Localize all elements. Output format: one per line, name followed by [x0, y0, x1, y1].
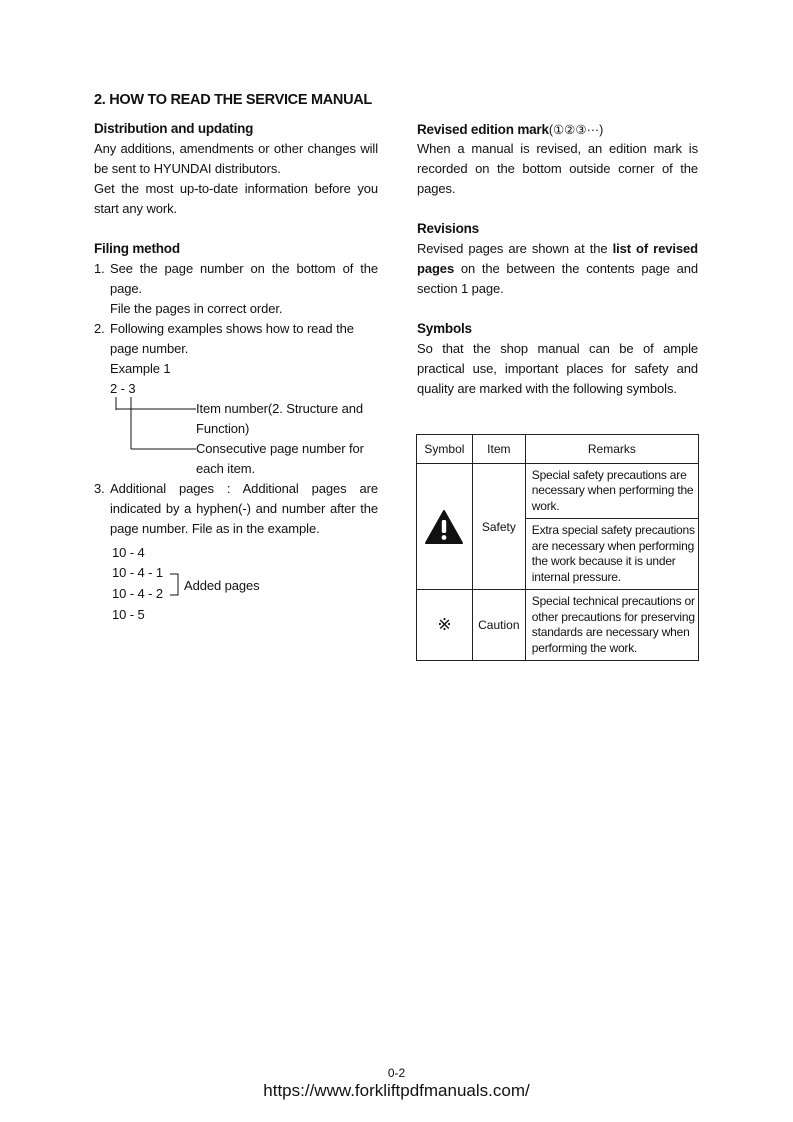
revised-mark-symbols: (①②③···) — [548, 123, 604, 137]
example-item-number: 2 — [110, 381, 118, 396]
safety-item-cell: Safety — [472, 464, 525, 590]
page-example-1: 10 - 4 — [112, 545, 145, 560]
safety-remark-1: Special safety precautions are necessary when performing the work. — [525, 464, 698, 519]
legend-item-number: Item number(2. Structure and Function) — [196, 401, 364, 436]
distribution-paragraph-2: Get the most up-to-date information before you start any work. — [94, 181, 378, 216]
table-header-row — [417, 435, 699, 464]
revisions-text — [417, 239, 698, 299]
table-row — [417, 464, 699, 519]
example-separator: - — [117, 381, 129, 396]
example-page-digit: 3 — [128, 381, 136, 396]
page-example-3: 10 - 4 - 2 — [112, 586, 164, 601]
filing-item-1-text: See the page number on the bottom of the page. — [110, 261, 378, 296]
legend-consecutive-page: Consecutive page number for each item. — [196, 441, 364, 476]
distribution-paragraph-1: Any additions, amendments or other changes will be sent to HYUNDAI distributors. — [94, 141, 378, 176]
header-remarks: Remarks — [525, 435, 698, 464]
page-example-2: 10 - 4 - 1 — [112, 565, 164, 580]
filing-item-3-text: Additional pages : Additional pages are indicated by a hyphen(-) and number after the page number. File as in the example. — [110, 481, 378, 536]
symbol-table — [416, 434, 699, 661]
list-of-revised-pages: list of revised pages — [417, 241, 698, 276]
caution-remark: Special technical precautions or other precautions for preserving standards are necessary when performing the work. — [525, 590, 698, 661]
revised-mark-heading — [417, 121, 603, 139]
footer-url[interactable]: https://www.forkliftpdfmanuals.com/ — [263, 1081, 530, 1100]
filing-item-1-note: File the pages in correct order. — [110, 301, 283, 316]
example-connector-lines — [110, 395, 200, 455]
warning-triangle-icon — [424, 509, 464, 545]
filing-item-2-number: 2. — [94, 321, 105, 336]
distribution-heading: Distribution and updating — [94, 121, 254, 136]
caution-symbol-cell: ※ — [417, 590, 473, 661]
table-row — [417, 590, 699, 661]
header-symbol: Symbol — [417, 435, 473, 464]
revised-mark-title: Revised edition mark — [417, 122, 549, 137]
filing-item-2-text: Following examples shows how to read the page number. — [110, 321, 354, 356]
added-pages-bracket — [168, 572, 182, 598]
safety-remark-2: Extra special safety precautions are necessary when performing the work because it is under internal pressure. — [525, 519, 698, 590]
header-item: Item — [472, 435, 525, 464]
symbols-heading: Symbols — [417, 321, 472, 336]
example-label: Example 1 — [110, 361, 171, 376]
filing-item-1-number: 1. — [94, 261, 105, 276]
caution-item-cell: Caution — [472, 590, 525, 661]
filing-item-3-number: 3. — [94, 481, 105, 496]
safety-symbol-cell — [417, 464, 473, 590]
revised-mark-text: When a manual is revised, an edition mark is recorded on the bottom outside corner of the pages. — [417, 141, 698, 196]
page-example-4: 10 - 5 — [112, 607, 145, 622]
revisions-text-after: on the between the contents page and section 1 page. — [417, 261, 698, 296]
filing-heading: Filing method — [94, 241, 180, 256]
symbols-text: So that the shop manual can be of ample practical use, important places for safety and quality are marked with the following symbols. — [417, 341, 698, 396]
added-pages-label: Added pages — [184, 578, 260, 593]
section-title: 2. HOW TO READ THE SERVICE MANUAL — [94, 92, 372, 108]
revisions-heading: Revisions — [417, 221, 479, 236]
page-number: 0-2 — [387, 1066, 406, 1080]
revisions-text-before: Revised pages are shown at the — [417, 241, 613, 256]
